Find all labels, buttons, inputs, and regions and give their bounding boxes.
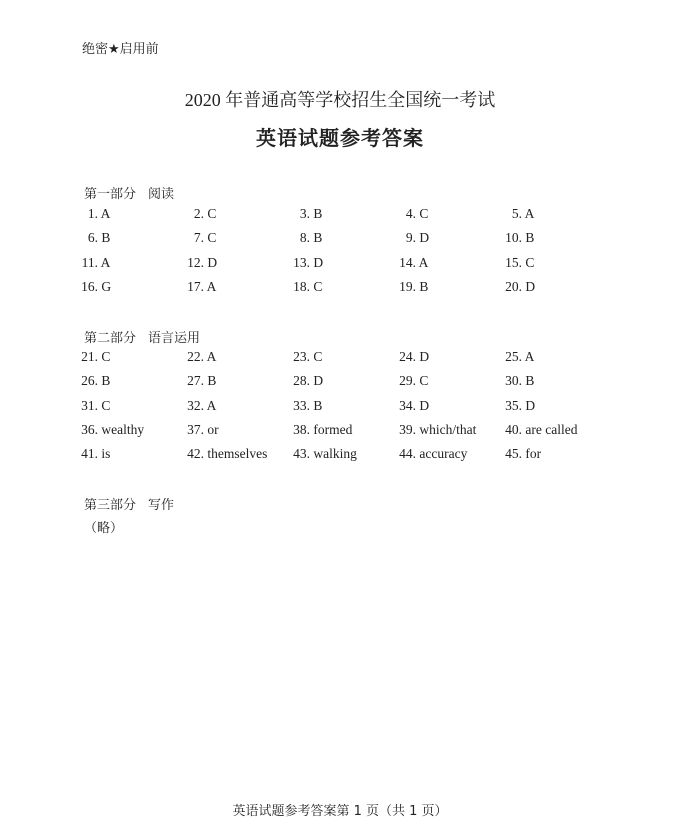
- answer-item: [396, 446, 467, 466]
- answer-value: D: [207, 254, 218, 270]
- answer-value: D: [419, 397, 430, 413]
- answer-value: B: [419, 278, 429, 294]
- answer-value: which/that: [419, 421, 477, 437]
- answer-value: A: [100, 254, 111, 270]
- question-number: 42.: [187, 446, 204, 462]
- page-footer: 英语试题参考答案第 1 页（共 1 页）: [232, 804, 448, 819]
- answer-item: [290, 398, 322, 418]
- answer-item: [184, 446, 267, 466]
- question-number: 41.: [81, 446, 98, 462]
- answer-value: D: [525, 278, 536, 294]
- answer-item: [184, 255, 217, 275]
- answer-item: [290, 230, 322, 250]
- answer-value: C: [419, 206, 429, 221]
- section-label: 第一部分: [84, 187, 137, 202]
- answer-value: is: [101, 446, 111, 462]
- answer-value: A: [206, 397, 217, 413]
- answer-item: [502, 255, 534, 275]
- question-number: 31.: [81, 397, 98, 413]
- section-name: 阅读: [148, 187, 175, 202]
- writing-omitted-note: （略）: [84, 521, 124, 536]
- answer-value: D: [313, 373, 324, 389]
- question-number: 22.: [187, 349, 204, 364]
- answer-value: B: [525, 373, 535, 389]
- answer-value: C: [525, 254, 535, 270]
- question-number: 17.: [187, 278, 204, 294]
- answer-value: A: [418, 254, 429, 270]
- answer-item: [502, 349, 534, 369]
- section-2-heading: [84, 327, 200, 346]
- question-number: 43.: [293, 446, 310, 462]
- question-number: 14.: [399, 254, 416, 270]
- answer-item: [396, 255, 428, 275]
- question-number: 8.: [299, 230, 310, 246]
- answer-value: for: [525, 446, 542, 462]
- question-number: 16.: [81, 278, 98, 294]
- section-3-heading: [84, 494, 174, 513]
- question-number: 7.: [193, 230, 204, 246]
- question-number: 34.: [399, 397, 416, 413]
- question-number: 4.: [405, 206, 416, 221]
- answer-item: [502, 446, 541, 466]
- document-subtitle: 英语试题参考答案: [256, 126, 424, 150]
- answer-value: accuracy: [419, 446, 468, 462]
- section-1-heading: [84, 183, 174, 202]
- answer-item: [184, 206, 216, 226]
- answer-value: C: [101, 397, 111, 413]
- answer-item: [184, 373, 216, 393]
- answer-item: [290, 373, 323, 393]
- answer-value: C: [207, 230, 217, 246]
- question-number: 26.: [81, 373, 98, 389]
- section-label: 第二部分: [84, 331, 137, 346]
- question-number: 2.: [193, 206, 204, 221]
- confidential-label: 绝密★启用前: [82, 42, 159, 57]
- answer-value: B: [525, 230, 535, 246]
- question-number: 38.: [293, 421, 310, 437]
- answer-value: or: [207, 421, 219, 437]
- answer-item: [502, 373, 534, 393]
- answer-item: [290, 279, 322, 299]
- question-number: 11.: [81, 254, 98, 270]
- question-number: 27.: [187, 373, 204, 389]
- answer-value: A: [100, 206, 111, 221]
- answer-item: [290, 422, 352, 442]
- answer-item: [502, 230, 534, 250]
- answer-value: D: [419, 349, 430, 364]
- answer-item: [184, 279, 216, 299]
- question-number: 35.: [505, 397, 522, 413]
- answer-item: [78, 373, 110, 393]
- answer-item: [184, 349, 216, 369]
- answer-item: [290, 255, 323, 275]
- question-number: 44.: [399, 446, 416, 462]
- question-number: 23.: [293, 349, 310, 364]
- answer-value: B: [101, 230, 111, 246]
- question-number: 24.: [399, 349, 416, 364]
- answer-item: [184, 398, 216, 418]
- answer-item: [78, 206, 110, 226]
- question-number: 15.: [505, 254, 522, 270]
- question-number: 1.: [87, 206, 98, 221]
- answer-value: themselves: [207, 446, 268, 462]
- exam-title: 2020 年普通高等学校招生全国统一考试: [184, 90, 496, 110]
- answer-value: are called: [525, 421, 578, 437]
- answer-item: [78, 446, 110, 466]
- question-number: 45.: [505, 446, 522, 462]
- answer-value: D: [313, 254, 324, 270]
- question-number: 19.: [399, 278, 416, 294]
- answer-value: A: [206, 278, 217, 294]
- question-number: 39.: [399, 421, 416, 437]
- answer-value: G: [101, 278, 112, 294]
- question-number: 29.: [399, 373, 416, 389]
- answer-value: C: [313, 278, 323, 294]
- answer-value: B: [313, 230, 323, 246]
- answer-item: [184, 422, 219, 442]
- section-label: 第三部分: [84, 498, 137, 513]
- question-number: 21.: [81, 349, 98, 364]
- answer-value: C: [313, 349, 323, 364]
- question-number: 18.: [293, 278, 310, 294]
- answer-item: [78, 422, 144, 442]
- question-number: 25.: [505, 349, 522, 364]
- answer-item: [396, 373, 428, 393]
- answer-item: [290, 206, 322, 226]
- question-number: 10.: [505, 230, 522, 246]
- answer-value: A: [524, 206, 535, 221]
- question-number: 9.: [405, 230, 416, 246]
- answer-item: [290, 446, 357, 466]
- question-number: 28.: [293, 373, 310, 389]
- question-number: 36.: [81, 421, 98, 437]
- answer-value: D: [419, 230, 430, 246]
- section-name: 写作: [148, 498, 175, 513]
- answer-value: A: [206, 349, 217, 364]
- question-number: 20.: [505, 278, 522, 294]
- question-number: 13.: [293, 254, 310, 270]
- answer-value: D: [525, 397, 536, 413]
- answer-value: formed: [313, 421, 353, 437]
- answer-value: C: [207, 206, 217, 221]
- question-number: 40.: [505, 421, 522, 437]
- question-number: 33.: [293, 397, 310, 413]
- answer-value: A: [524, 349, 535, 364]
- answer-item: [502, 398, 535, 418]
- answer-value: B: [313, 397, 323, 413]
- question-number: 30.: [505, 373, 522, 389]
- answer-item: [396, 279, 428, 299]
- section-name: 语言运用: [148, 331, 201, 346]
- answer-item: [78, 230, 110, 250]
- answer-item: [502, 206, 534, 226]
- question-number: 5.: [511, 206, 522, 221]
- answer-item: [78, 398, 110, 418]
- answer-item: [396, 398, 429, 418]
- answer-item: [184, 230, 216, 250]
- answer-item: [396, 422, 476, 442]
- answer-value: B: [313, 206, 323, 221]
- answer-value: wealthy: [101, 421, 145, 437]
- answer-value: C: [419, 373, 429, 389]
- answer-item: [78, 349, 110, 369]
- question-number: 12.: [187, 254, 204, 270]
- answer-value: B: [101, 373, 111, 389]
- answer-item: [396, 206, 428, 226]
- question-number: 3.: [299, 206, 310, 221]
- answer-item: [78, 279, 111, 299]
- answer-value: C: [101, 349, 111, 364]
- answer-item: [502, 279, 535, 299]
- question-number: 32.: [187, 397, 204, 413]
- answer-item: [396, 349, 429, 369]
- question-number: 6.: [87, 230, 98, 246]
- answer-item: [78, 255, 110, 275]
- answer-item: [396, 230, 429, 250]
- question-number: 37.: [187, 421, 204, 437]
- answer-item: [502, 422, 577, 442]
- answer-value: walking: [313, 446, 357, 462]
- answer-value: B: [207, 373, 217, 389]
- answer-item: [290, 349, 322, 369]
